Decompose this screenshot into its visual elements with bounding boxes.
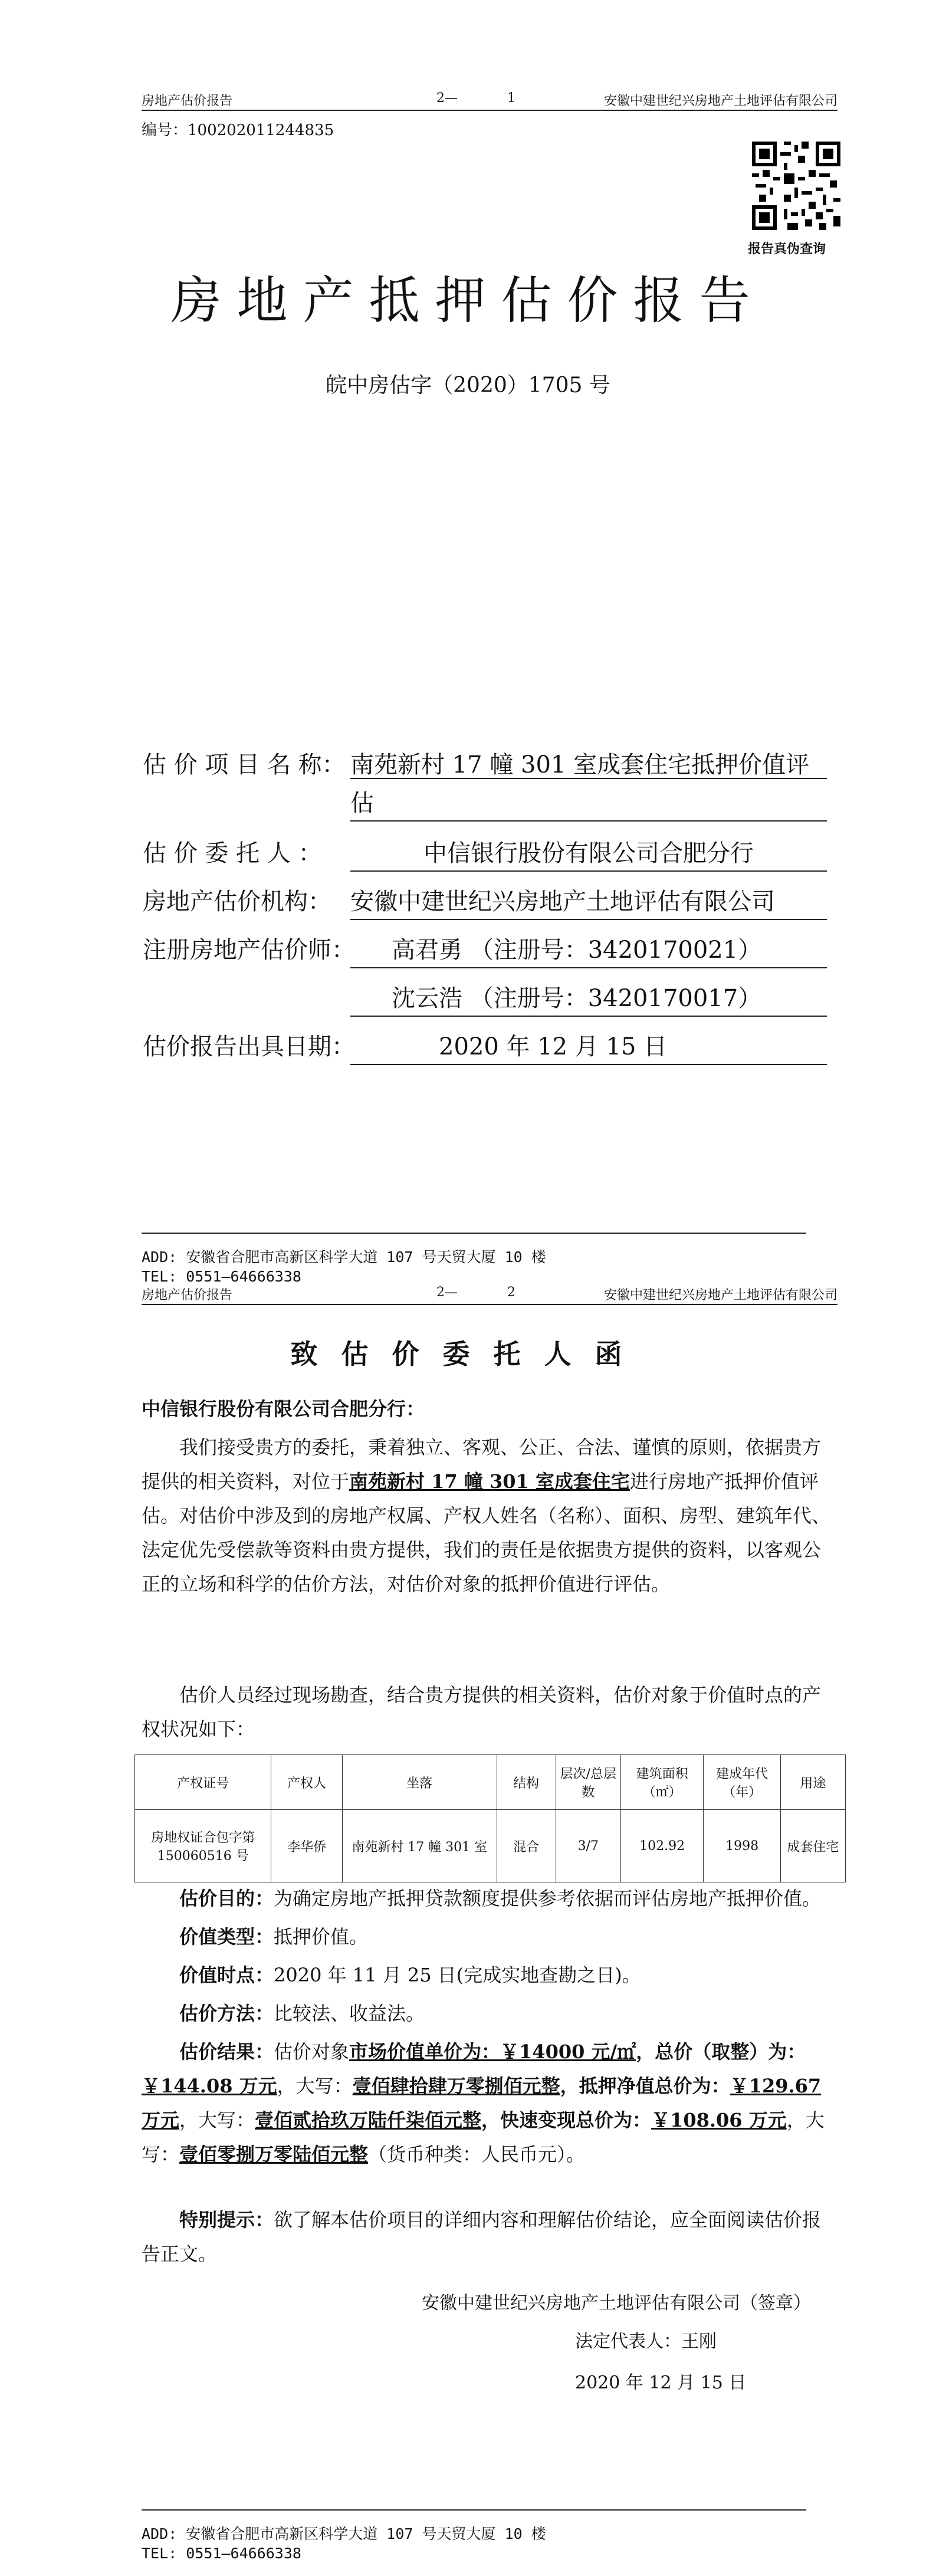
footer-address: ADD: 安徽省合肥市高新区科学大道 107 号天贸大厦 10 楼 [142, 1248, 546, 1266]
project-value-2: 估 [350, 784, 827, 822]
value-date-value: 2020 年 11 月 25 日(完成实地查勘之日)。 [274, 1964, 641, 1986]
notice-label: 特别提示： [179, 2209, 274, 2231]
cell-cert-no: 房地权证合包字第150060516 号 [135, 1810, 271, 1882]
agency-label: 房地产估价机构： [143, 888, 331, 915]
footer-rule [142, 2509, 806, 2511]
signature-company: 安徽中建世纪兴房地产土地评估有限公司（签章） [422, 2293, 811, 2314]
result-text-5: ，大写： [277, 2075, 353, 2097]
signature-representative: 法定代表人：王刚 [575, 2331, 717, 2352]
result-text-11: ，快速变现总价为： [481, 2109, 652, 2131]
client-label: 估 价 委 托 人 ： [143, 840, 322, 867]
header-company: 安徽中建世纪兴房地产土地评估有限公司 [603, 94, 838, 109]
cell-location: 南苑新村 17 幢 301 室 [342, 1810, 497, 1882]
result-label: 估价结果： [179, 2041, 274, 2063]
value-date-label: 价值时点： [179, 1964, 274, 1986]
footer-tel: TEL: 0551—64666338 [142, 1268, 301, 1285]
page-title: 房地产抵押估价报告 [170, 271, 766, 330]
property-address: 南苑新村 17 幢 301 室成套住宅 [349, 1470, 630, 1493]
value-type-label: 价值类型： [179, 1926, 274, 1948]
letter-title: 致估价委托人函 [290, 1338, 646, 1370]
result-text-1: 估价对象 [274, 2041, 350, 2063]
col-owner: 产权人 [271, 1755, 342, 1810]
appraiser-label: 注册房地产估价师： [143, 937, 355, 964]
cell-area: 102.92 [620, 1810, 704, 1882]
notice-value: 欲了解本估价项目的详细内容和理解估价结论，应全面阅读估价报告正文。 [142, 2209, 822, 2265]
purpose-label: 估价目的： [179, 1887, 274, 1910]
cell-structure: 混合 [497, 1810, 556, 1882]
salutation: 中信银行股份有限公司合肥分行： [142, 1398, 425, 1420]
cover-page [0, 0, 936, 1283]
quick-sale-price: ￥108.06 万元 [651, 2109, 787, 2131]
method-value: 比较法、收益法。 [274, 2002, 425, 2025]
paragraph-2: 估价人员经过现场勘查，结合贵方提供的相关资料，估价对象于价值时点的产权状况如下： [142, 1684, 822, 1740]
project-underline [350, 746, 827, 779]
agency-value: 安徽中建世纪兴房地产土地评估有限公司 [350, 883, 827, 920]
qr-code-icon[interactable] [752, 142, 840, 230]
cell-use: 成套住宅 [780, 1810, 845, 1882]
appraiser-1: 高君勇 （注册号：3420170021） [350, 931, 827, 968]
purpose-item [142, 1881, 838, 1915]
table-row [135, 1810, 846, 1882]
value-type-value: 抵押价值。 [274, 1926, 369, 1948]
header-company: 安徽中建世纪兴房地产土地评估有限公司 [603, 1288, 838, 1303]
header-page-number: 2 [507, 1285, 515, 1300]
paragraph-1 [142, 1430, 838, 1601]
net-mortgage-price: ￥129.67 万元 [142, 2075, 822, 2131]
appraiser-2: 沈云浩 （注册号：3420170017） [350, 980, 827, 1017]
result-text-13: ，大写： [142, 2109, 825, 2166]
value-date-item [142, 1958, 838, 1992]
page-header [142, 88, 838, 111]
page-header [142, 1283, 838, 1305]
property-table [134, 1754, 846, 1882]
report-number: 编号：100202011244835 [142, 121, 334, 139]
value-type-item [142, 1920, 838, 1954]
footer-rule [142, 1233, 806, 1234]
client-value: 中信银行股份有限公司合肥分行 [350, 834, 827, 872]
signature-date: 2020 年 12 月 15 日 [575, 2373, 747, 2393]
report-code: 皖中房估字（2020）1705 号 [326, 373, 610, 397]
result-text-3: ，总价（取整）为： [636, 2041, 806, 2063]
footer-tel: TEL: 0551—64666338 [142, 2545, 301, 2562]
col-floor: 层次/总层数 [556, 1755, 620, 1810]
project-value-1: 南苑新村 17 幢 301 室成套住宅抵押价值评 [350, 751, 810, 778]
col-location: 坐落 [342, 1755, 497, 1810]
letter-page [0, 1283, 936, 2576]
method-item [142, 1996, 838, 2030]
result-item [142, 2035, 838, 2171]
date-label: 估价报告出具日期： [143, 1033, 355, 1060]
header-left: 房地产估价报告 [142, 1288, 233, 1303]
date-value: 2020 年 12 月 15 日 [350, 1028, 827, 1065]
project-label: 估 价 项 目 名 称： [143, 751, 346, 778]
header-left: 房地产估价报告 [142, 94, 233, 109]
para1-text-a: 我们接受贵方的委托，秉着独立、客观、公正、合法、谨慎的原则，依据贵方提供的相关资料，对位于 [142, 1436, 822, 1493]
cell-floor: 3/7 [556, 1810, 620, 1882]
result-text-7: ，抵押净值总价为： [560, 2075, 730, 2097]
header-page-prefix: 2— [436, 91, 458, 106]
unit-price: 市场价值单价为：￥14000 元/㎡ [349, 2041, 636, 2063]
net-mortgage-price-words: 壹佰贰拾玖万陆仟柒佰元整 [255, 2109, 482, 2131]
notice-item [142, 2203, 838, 2271]
quick-sale-price-words: 壹佰零捌万零陆佰元整 [179, 2143, 369, 2166]
col-use: 用途 [780, 1755, 845, 1810]
footer-address: ADD: 安徽省合肥市高新区科学大道 107 号天贸大厦 10 楼 [142, 2525, 546, 2542]
method-label: 估价方法： [179, 2002, 274, 2025]
header-page-prefix: 2— [436, 1285, 458, 1300]
col-area: 建筑面积（㎡） [620, 1755, 704, 1810]
qr-label: 报告真伪查询 [748, 241, 826, 257]
currency-note: （货币种类：人民币元）。 [368, 2143, 586, 2166]
total-price-words: 壹佰肆拾肆万零捌佰元整 [352, 2075, 560, 2097]
para1-text-c: 进行房地产抵押价值评估。对估价中涉及到的房地产权属、产权人姓名（名称）、面积、房型、建筑年代、法定优先受偿款等资料由贵方提供，我们的责任是依据贵方提供的资料，以客观公正的立场和科学的估价方法，对估价对象的抵押价值进行评估。 [142, 1470, 831, 1595]
col-cert-no: 产权证号 [135, 1755, 271, 1810]
total-price: ￥144.08 万元 [142, 2075, 277, 2097]
cell-year: 1998 [704, 1810, 780, 1882]
cell-owner: 李华侨 [271, 1810, 342, 1882]
header-page-number: 1 [507, 91, 515, 106]
col-year: 建成年代（年） [704, 1755, 780, 1810]
col-structure: 结构 [497, 1755, 556, 1810]
result-text-9: ，大写： [179, 2109, 255, 2131]
purpose-value: 为确定房地产抵押贷款额度提供参考依据而评估房地产抵押价值。 [274, 1887, 822, 1910]
table-header-row [135, 1755, 846, 1810]
